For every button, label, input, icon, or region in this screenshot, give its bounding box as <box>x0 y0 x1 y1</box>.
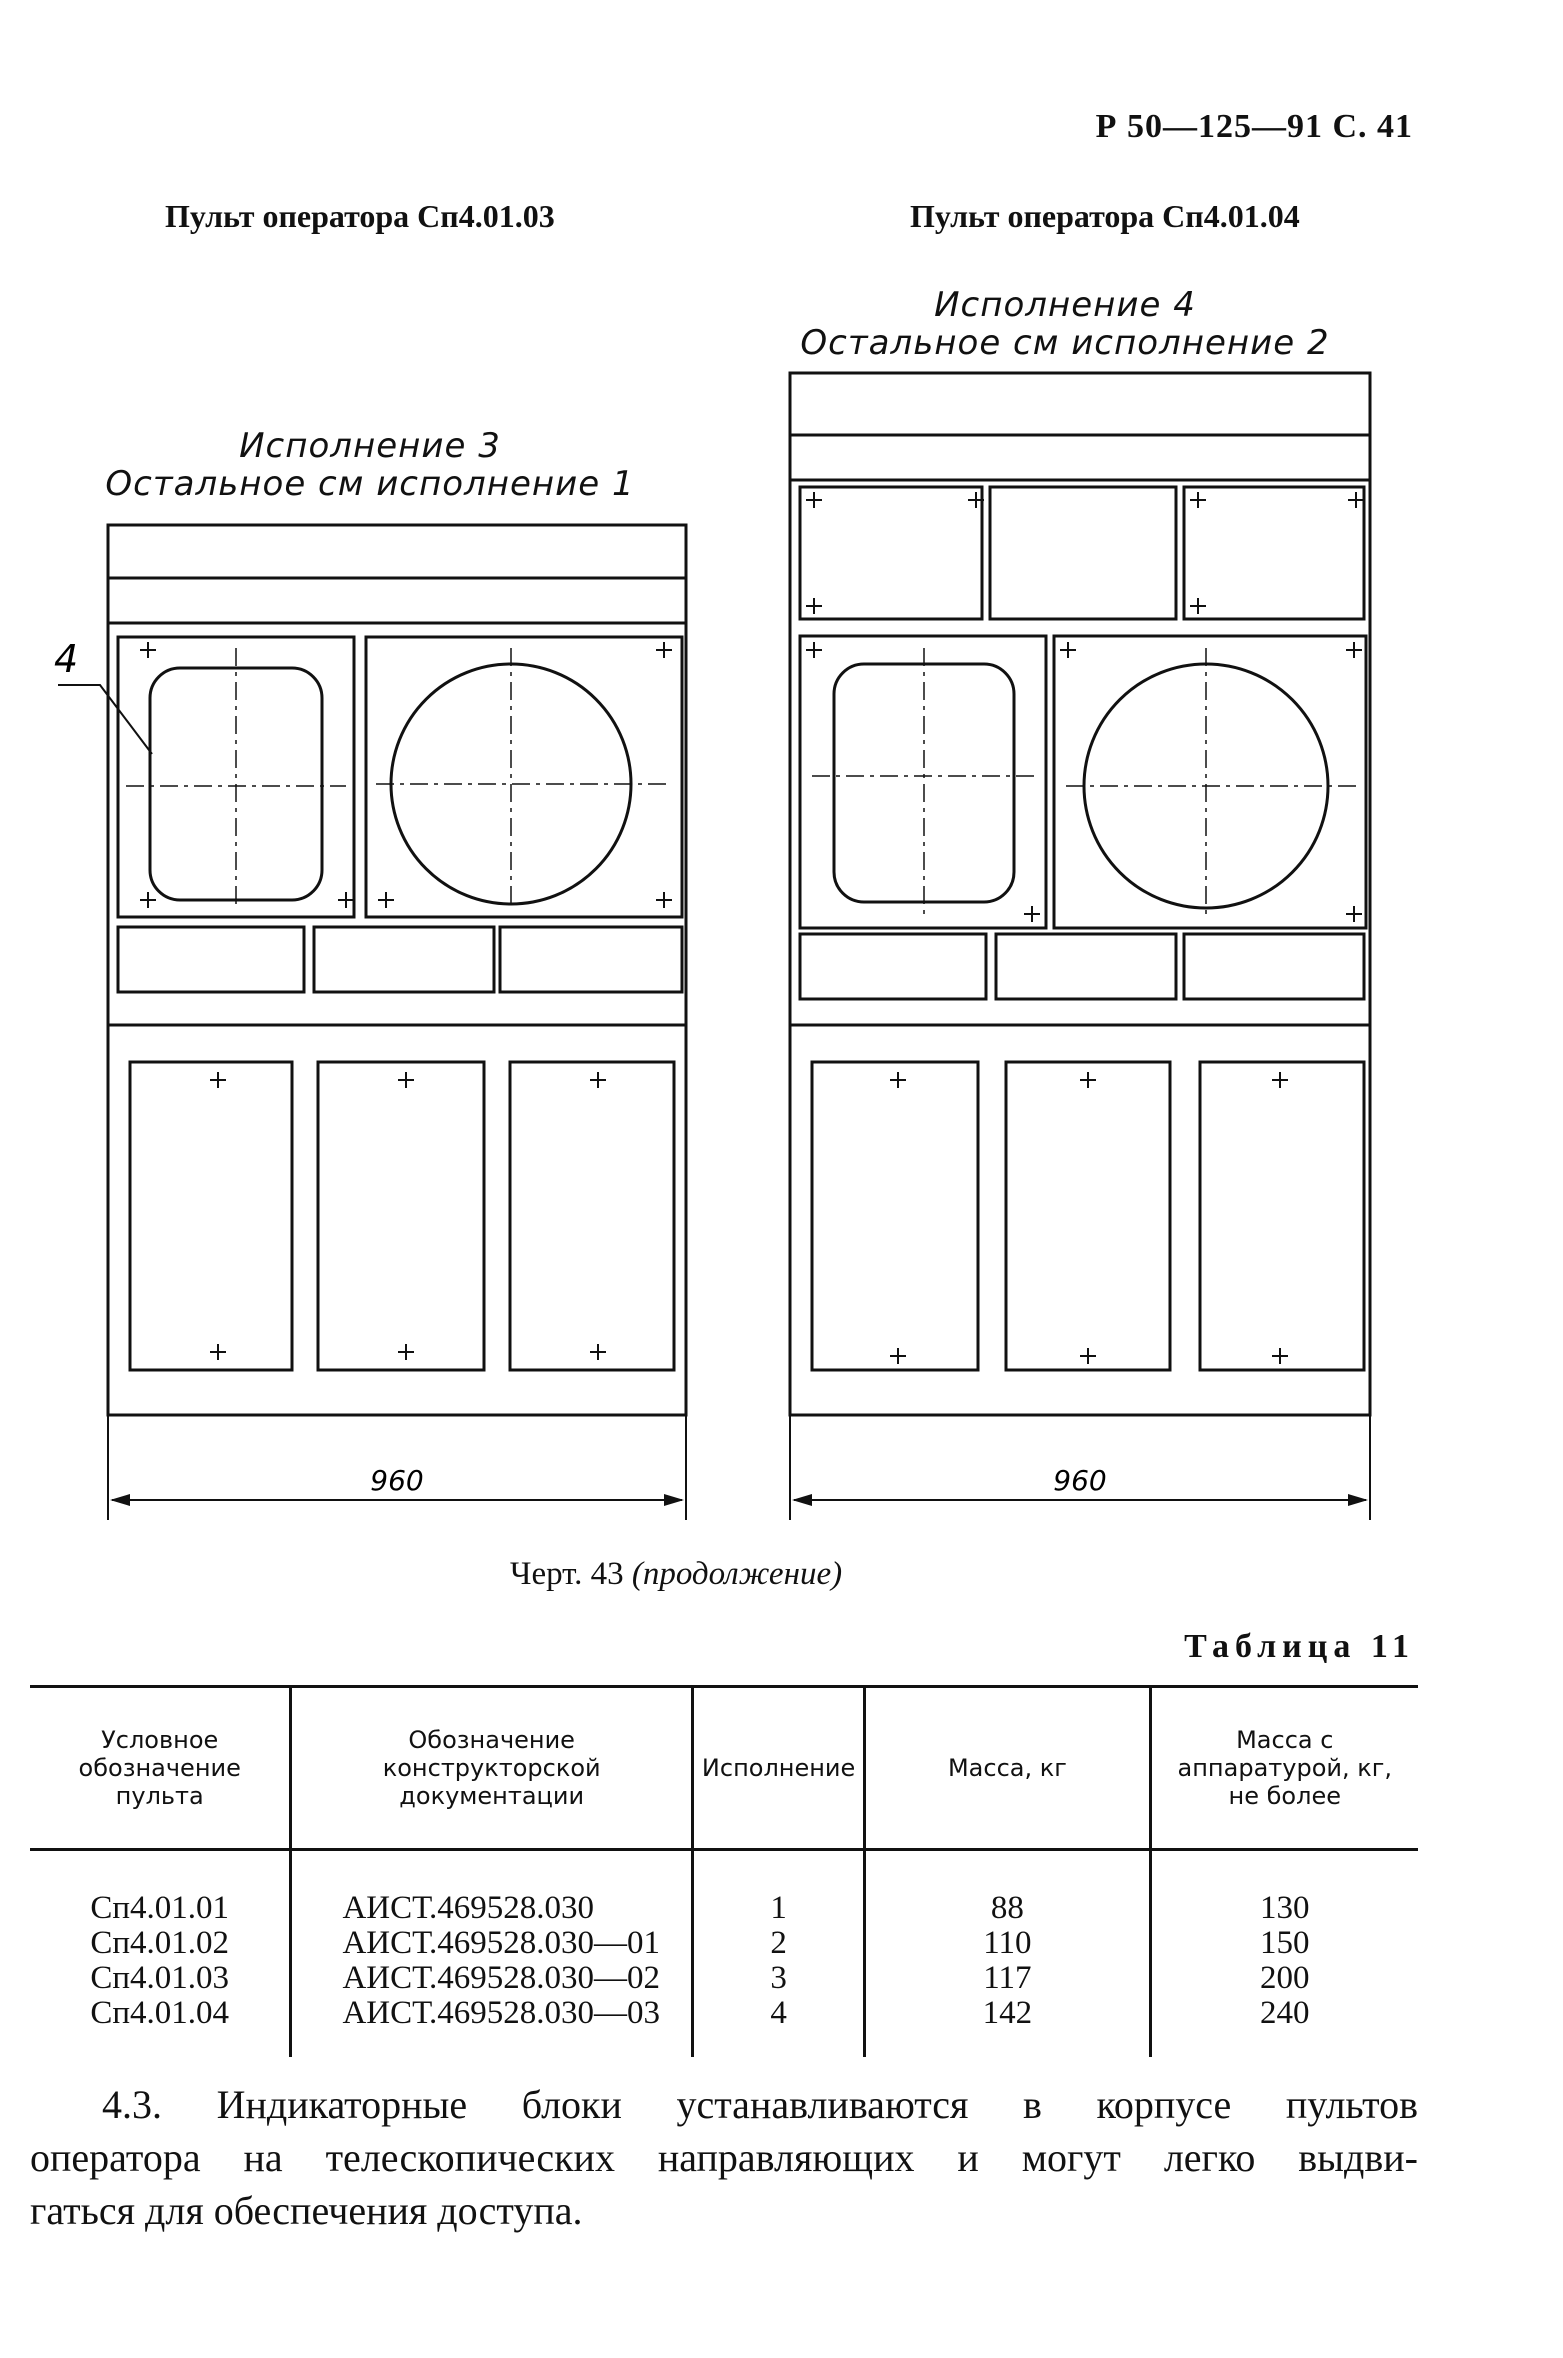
table-cell: 110 <box>983 1925 1032 1961</box>
table-cell: 130 <box>1260 1890 1310 1926</box>
table-label: Таблица 11 <box>1184 1628 1415 1665</box>
figure-caption <box>510 1556 842 1593</box>
table-cell: 200 <box>1260 1960 1310 1996</box>
table-cell: 117 <box>983 1960 1032 1996</box>
right-variant-line1: Исполнение 4 <box>934 285 1196 325</box>
col-header-mass: Масса, кг <box>865 1687 1150 1850</box>
left-crosses <box>140 642 672 1360</box>
table-cell: 4 <box>770 1995 787 2031</box>
paragraph-4-3 <box>30 2078 1418 2237</box>
right-variant-line2: Остальное см исполнение 2 <box>800 323 1330 363</box>
right-width-dimension: 960 <box>1053 1464 1107 1497</box>
leader-label-4: 4 <box>54 637 79 681</box>
right-console-title: Пульт оператора Сп4.01.04 <box>910 198 1300 234</box>
col-header-designation: Условное обозначение пульта <box>30 1687 291 1850</box>
table-cell: 142 <box>982 1995 1033 2031</box>
table-cell: Сп4.01.01 <box>90 1890 230 1926</box>
paragraph-line: оператора на телескопических направляющих и могут легко выдви- <box>30 2135 1418 2180</box>
col-header-documentation: Обозначение конструкторской документации <box>291 1687 692 1850</box>
page-header: Р 50—125—91 С. 41 <box>1095 108 1413 145</box>
left-centerlines <box>126 648 672 906</box>
table-cell: 3 <box>770 1960 787 1996</box>
table-cell: АИСТ.469528.030 <box>342 1890 594 1926</box>
table-cell: 88 <box>990 1890 1024 1926</box>
table-cell: 150 <box>1260 1925 1310 1961</box>
left-variant-line1: Исполнение 3 <box>239 426 501 466</box>
col-header-mass-with-equipment: Масса с аппаратурой, кг, не более <box>1150 1687 1418 1850</box>
paragraph-line: 4.3. Индикаторные блоки устанавливаются в корпусе пультов <box>102 2082 1418 2127</box>
table-cell: Сп4.01.02 <box>90 1925 230 1961</box>
table-cell: АИСТ.469528.030—02 <box>342 1960 660 1996</box>
variant-cell <box>692 1850 864 2058</box>
mass-with-equipment-cell <box>1150 1850 1418 2058</box>
table-cell: АИСТ.469528.030—03 <box>342 1995 660 2031</box>
table-11 <box>30 1685 1418 2057</box>
table-cell: 2 <box>770 1925 787 1961</box>
figure-caption-number: Черт. 43 <box>510 1556 632 1592</box>
table-cell: 1 <box>770 1890 787 1926</box>
documentation-cell <box>291 1850 692 2058</box>
paragraph-line: гаться для обеспечения доступа. <box>30 2188 583 2233</box>
col-header-variant: Исполнение <box>692 1687 864 1850</box>
mass-cell <box>865 1850 1150 2058</box>
table-body <box>30 1850 1418 2058</box>
left-width-dimension: 960 <box>370 1464 424 1497</box>
table-cell: 240 <box>1260 1995 1310 2031</box>
left-console-title: Пульт оператора Сп4.01.03 <box>165 198 555 234</box>
right-console-drawing <box>790 373 1370 1520</box>
left-variant-line2: Остальное см исполнение 1 <box>105 464 635 504</box>
designation-cell <box>30 1850 291 2058</box>
table-cell: Сп4.01.04 <box>90 1995 230 2031</box>
left-console-drawing <box>58 525 686 1520</box>
table-cell: Сп4.01.03 <box>90 1960 230 1996</box>
figure-caption-continued: (продолжение) <box>631 1556 843 1592</box>
table-cell: АИСТ.469528.030—01 <box>342 1925 660 1961</box>
